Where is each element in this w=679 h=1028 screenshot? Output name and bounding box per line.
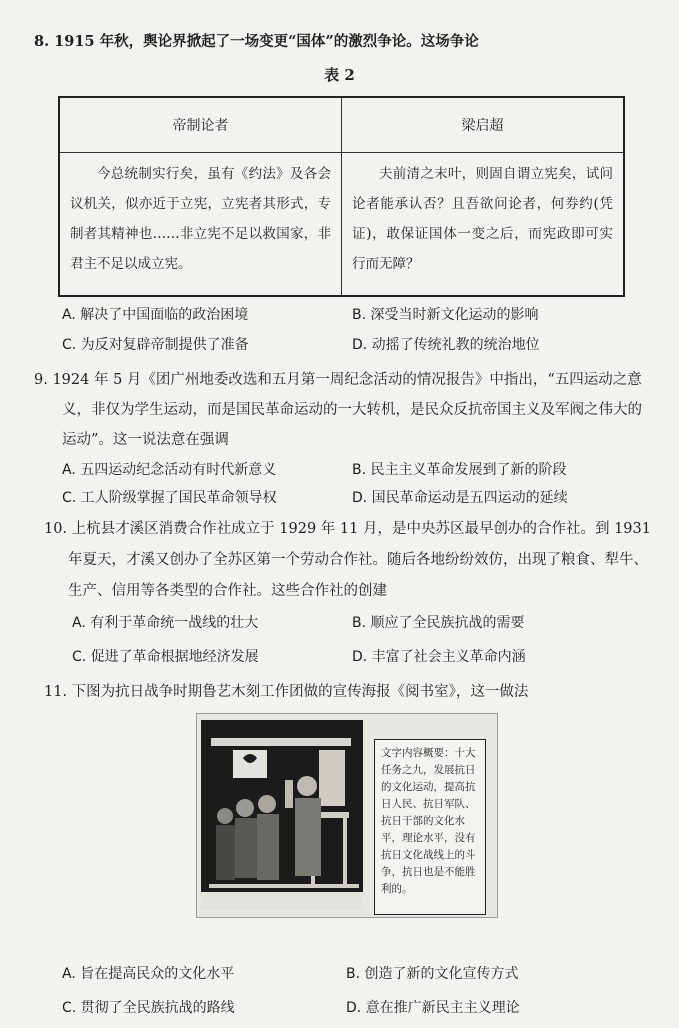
table-header-liang-qichao: 梁启超 <box>342 97 625 153</box>
q8-option-b[interactable]: B. 深受当时新文化运动的影响 <box>352 307 539 323</box>
question-11-stem: 11. 下图为抗日战争时期鲁艺木刻工作团做的宣传海报《阅书室》，这一做法 <box>44 684 529 700</box>
reading-room-poster <box>196 713 498 918</box>
monarchists-quote: 今总统制实行矣，虽有《约法》及各会议机关，似亦近于立宪，立宪者其形式，专制者其精神也……非立宪不足以救国家，非君主不足以成立宪。 <box>70 166 331 272</box>
question-10-line-2: 年夏天，才溪又创办了全苏区第一个劳动合作社。随后各地纷纷效仿，出现了粮食、犁牛、 <box>68 552 648 568</box>
q11-option-a[interactable]: A. 旨在提高民众的文化水平 <box>62 966 235 982</box>
q10-option-b[interactable]: B. 顺应了全民族抗战的需要 <box>352 615 525 631</box>
question-9-line-1: 9. 1924 年 5 月《团广州地委改选和五月第一周纪念活动的情况报告》中指出，“五四运动之意 <box>34 372 642 388</box>
q9-option-a[interactable]: A. 五四运动纪念活动有时代新意义 <box>62 462 277 478</box>
q11-option-b[interactable]: B. 创造了新的文化宣传方式 <box>346 966 519 982</box>
question-8-stem: 8. 1915 年秋，舆论界掀起了一场变更“国体”的激烈争论。这场争论 <box>34 33 479 50</box>
q10-option-c[interactable]: C. 促进了革命根据地经济发展 <box>72 649 259 665</box>
q9-option-c[interactable]: C. 工人阶级掌握了国民革命领导权 <box>62 490 277 506</box>
table-row <box>59 153 624 297</box>
q8-option-c[interactable]: C. 为反对复辟帝制提供了准备 <box>62 337 249 353</box>
question-10-line-3: 生产、信用等各类型的合作社。这些合作社的创建 <box>68 583 387 599</box>
question-9-line-3: 运动”。这一说法意在强调 <box>62 432 229 448</box>
table-header-monarchists: 帝制论者 <box>59 97 342 153</box>
table-cell-liang-qichao <box>342 153 625 297</box>
liang-qichao-quote: 夫前清之末叶，则固自谓立宪矣，试问论者能承认否？且吾欲问论者，何券约(凭证)，敢保证国体一变之后，而宪政即可实行而无障？ <box>352 166 613 272</box>
q8-option-a[interactable]: A. 解决了中国面临的政治困境 <box>62 307 249 323</box>
question-10-line-1: 10. 上杭县才溪区消费合作社成立于 1929 年 11 月，是中央苏区最早创办的合作社。到 1931 <box>44 521 651 537</box>
woodcut-figures-icon <box>201 720 363 910</box>
q10-option-a[interactable]: A. 有利于革命统一战线的壮大 <box>72 615 259 631</box>
question-9-line-2: 义，非仅为学生运动，而是国民革命运动的一大转机，是民众反抗帝国主义及军阀之伟大的 <box>62 402 642 418</box>
debate-table <box>58 96 625 297</box>
table-cell-monarchists <box>59 153 342 297</box>
poster-text-box: 文字内容概要：十大任务之九，发展抗日的文化运动，提高抗日人民、抗日军队、抗日干部的文化水平，理论水平，没有抗日文化战线上的斗争，抗日也是不能胜利的。 <box>374 739 486 915</box>
q11-option-d[interactable]: D. 意在推广新民主主义理论 <box>346 1000 520 1016</box>
table-caption: 表 2 <box>324 66 355 84</box>
woodcut-image <box>201 720 363 910</box>
q9-option-d[interactable]: D. 国民革命运动是五四运动的延续 <box>352 490 568 506</box>
q10-option-d[interactable]: D. 丰富了社会主义革命内涵 <box>352 649 526 665</box>
table-header-row <box>59 97 624 153</box>
q9-option-b[interactable]: B. 民主主义革命发展到了新的阶段 <box>352 462 567 478</box>
q11-option-c[interactable]: C. 贯彻了全民族抗战的路线 <box>62 1000 235 1016</box>
q8-option-d[interactable]: D. 动摇了传统礼教的统治地位 <box>352 337 540 353</box>
